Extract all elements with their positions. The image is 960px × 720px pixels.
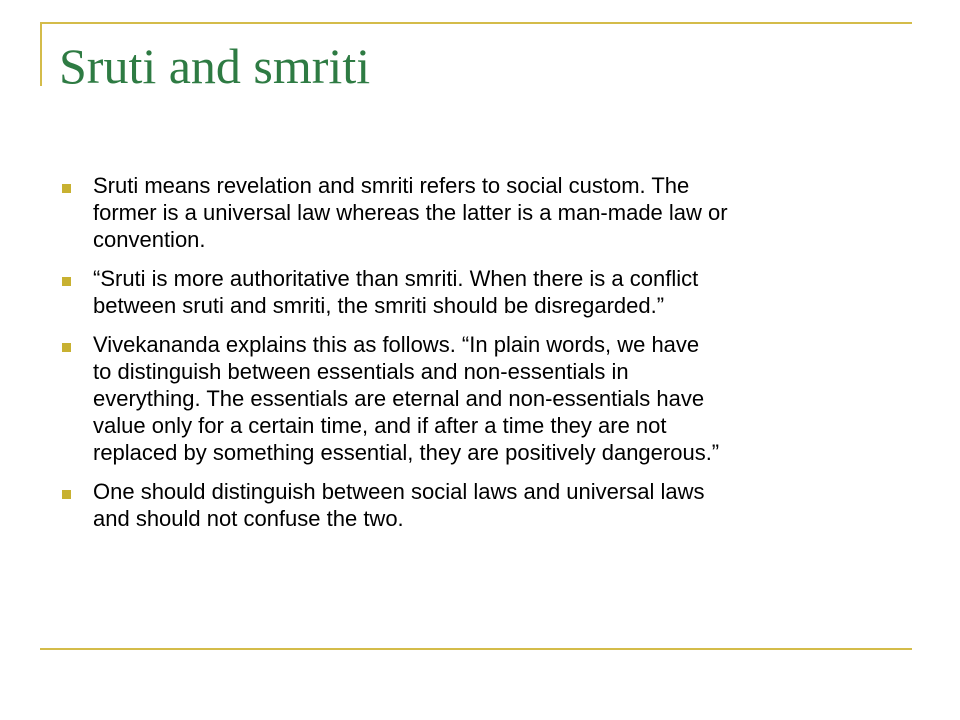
bullet-line: between sruti and smriti, the smriti should be disregarded.” (93, 293, 665, 318)
bullet-line: One should distinguish between social laws and universal laws (93, 479, 705, 504)
bullet-item (62, 265, 912, 319)
bullet-line: replaced by something essential, they are positively dangerous.” (93, 440, 720, 465)
left-rule (40, 22, 42, 86)
square-bullet-icon (62, 184, 71, 193)
bullet-line: Vivekananda explains this as follows. “In plain words, we have (93, 332, 700, 357)
bullet-line: everything. The essentials are eternal and non-essentials have (93, 386, 705, 411)
square-bullet-icon (62, 490, 71, 499)
square-bullet-icon (62, 343, 71, 352)
square-bullet-icon (62, 277, 71, 286)
slide-title: Sruti and smriti (59, 38, 371, 94)
bullet-item (62, 478, 912, 532)
top-rule (40, 22, 912, 24)
bullet-item (62, 331, 912, 466)
bullet-line: and should not confuse the two. (93, 506, 404, 531)
bullet-line: “Sruti is more authoritative than smriti. When there is a conflict (93, 266, 699, 291)
bullet-list (62, 172, 912, 544)
bottom-rule (40, 648, 912, 650)
bullet-line: former is a universal law whereas the latter is a man-made law or (93, 200, 728, 225)
bullet-item (62, 172, 912, 253)
bullet-line: to distinguish between essentials and non-essentials in (93, 359, 629, 384)
bullet-line: value only for a certain time, and if after a time they are not (93, 413, 667, 438)
bullet-line: Sruti means revelation and smriti refers to social custom. The (93, 173, 690, 198)
bullet-line: convention. (93, 227, 206, 252)
